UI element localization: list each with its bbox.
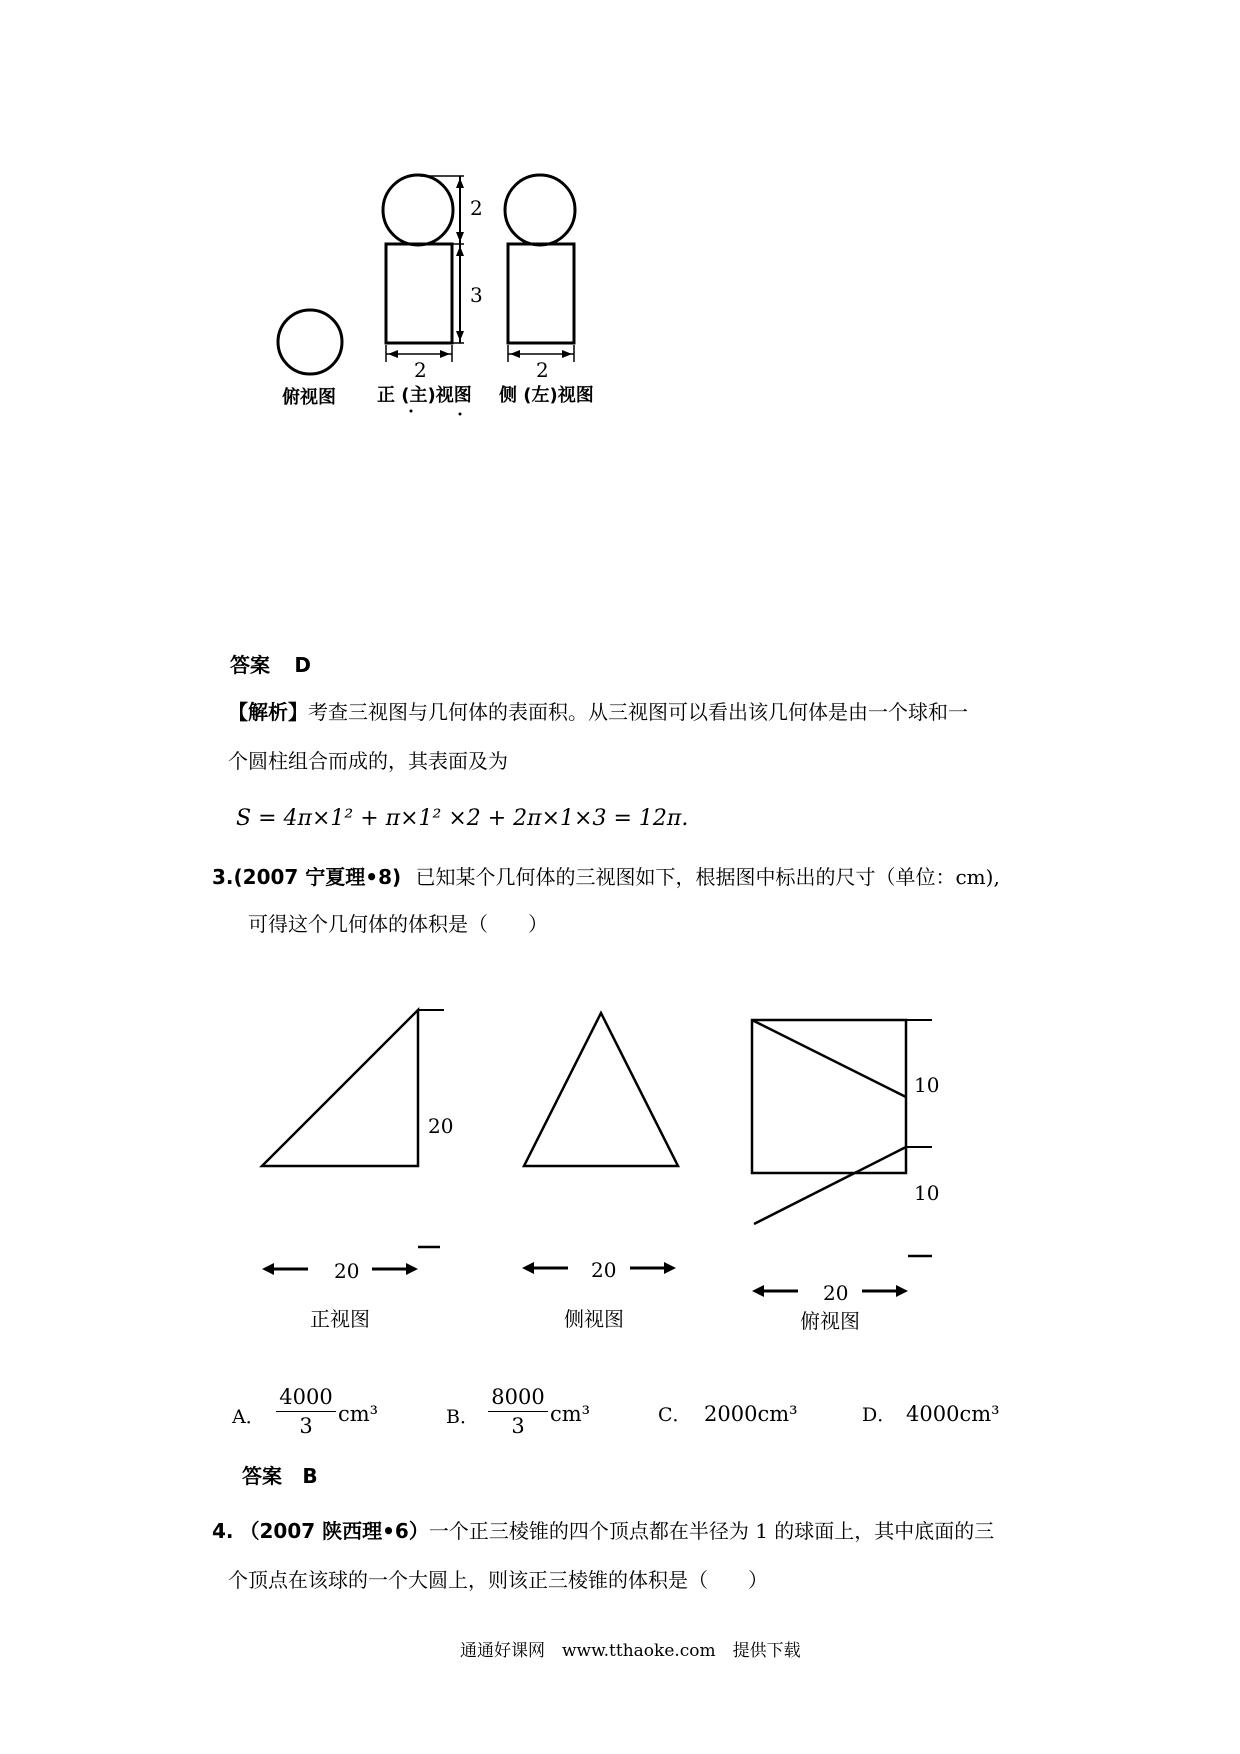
option-d-letter: D． [862,1404,897,1426]
q4-stem-line1: 4. （2007 陕西理•6）一个正三棱锥的四个顶点都在半径为 1 的球面上，其中底面的三 [212,1519,995,1543]
q3-front-height: 20 [428,1114,454,1138]
q3-stem-line2: 可得这个几何体的体积是（ ） [248,912,548,936]
q3-stem-line1: 3.(2007 宁夏理•8) 已知某个几何体的三视图如下，根据图中标出的尺寸（单位：cm), [212,865,1000,889]
q3-top-dim-lower: 10 [914,1181,940,1205]
q4-stem-line2: 个顶点在该球的一个大圆上，则该正三棱锥的体积是（ ） [228,1568,768,1592]
front-view-triangle [262,1010,418,1166]
option-b-fraction: $\frac{8000}{3}$ [488,1385,548,1438]
q3-top-dim-upper: 10 [914,1073,940,1097]
dim-sphere-height: 2 [470,196,483,220]
answer-label: 答案 [242,1464,282,1488]
option-a-unit: cm³ [338,1402,379,1426]
q3-front-width: 20 [334,1259,360,1283]
option-a-letter: A． [232,1406,265,1428]
top-view-rectangle [752,1020,906,1173]
q3-top-width: 20 [823,1281,849,1305]
q3-source: (2007 宁夏理•8) [233,865,402,889]
page-footer: 通通好课网 www.tthaoke.com 提供下载 [460,1641,801,1661]
dim-front-width: 2 [414,358,427,382]
q3-side-width: 20 [591,1258,617,1282]
q3-answer [242,1466,318,1486]
dim-side-width: 2 [536,358,549,382]
label-side-view: 侧 (左)视图 [499,385,594,406]
option-a-fraction: $\frac{4000}{3}$ [276,1385,336,1438]
label-front-view: 正 (主)视图 [377,385,472,406]
q4-number: 4. [212,1519,234,1543]
option-c-value: 2000cm³ [704,1402,798,1426]
q3-label-top: 俯视图 [800,1309,860,1333]
option-b-unit: cm³ [550,1402,591,1426]
option-c-letter: C． [658,1404,692,1426]
answer-value: B [302,1464,318,1488]
analysis-tag: 【解析】 [228,700,308,724]
q2-analysis-line1: 【解析】考查三视图与几何体的表面积。从三视图可以看出该几何体是由一个球和一 [228,700,968,724]
q2-formula: S = 4π×1² + π×1² ×2 + 2π×1×3 = 12π. [236,806,689,831]
q3-label-front: 正视图 [310,1307,370,1331]
q2-analysis-line2: 个圆柱组合而成的，其表面及为 [228,749,508,773]
option-d-value: 4000cm³ [906,1402,1000,1426]
q4-source: （2007 陕西理•6） [239,1519,429,1543]
side-view-triangle [524,1013,678,1166]
dim-cylinder-height: 3 [470,283,483,307]
option-b-letter: B． [446,1406,479,1428]
answer-value: D [294,653,311,677]
q3-label-side: 侧视图 [564,1307,624,1331]
q3-number: 3. [212,865,234,889]
answer-label: 答案 [230,653,270,677]
label-top-view: 俯视图 [282,387,336,408]
